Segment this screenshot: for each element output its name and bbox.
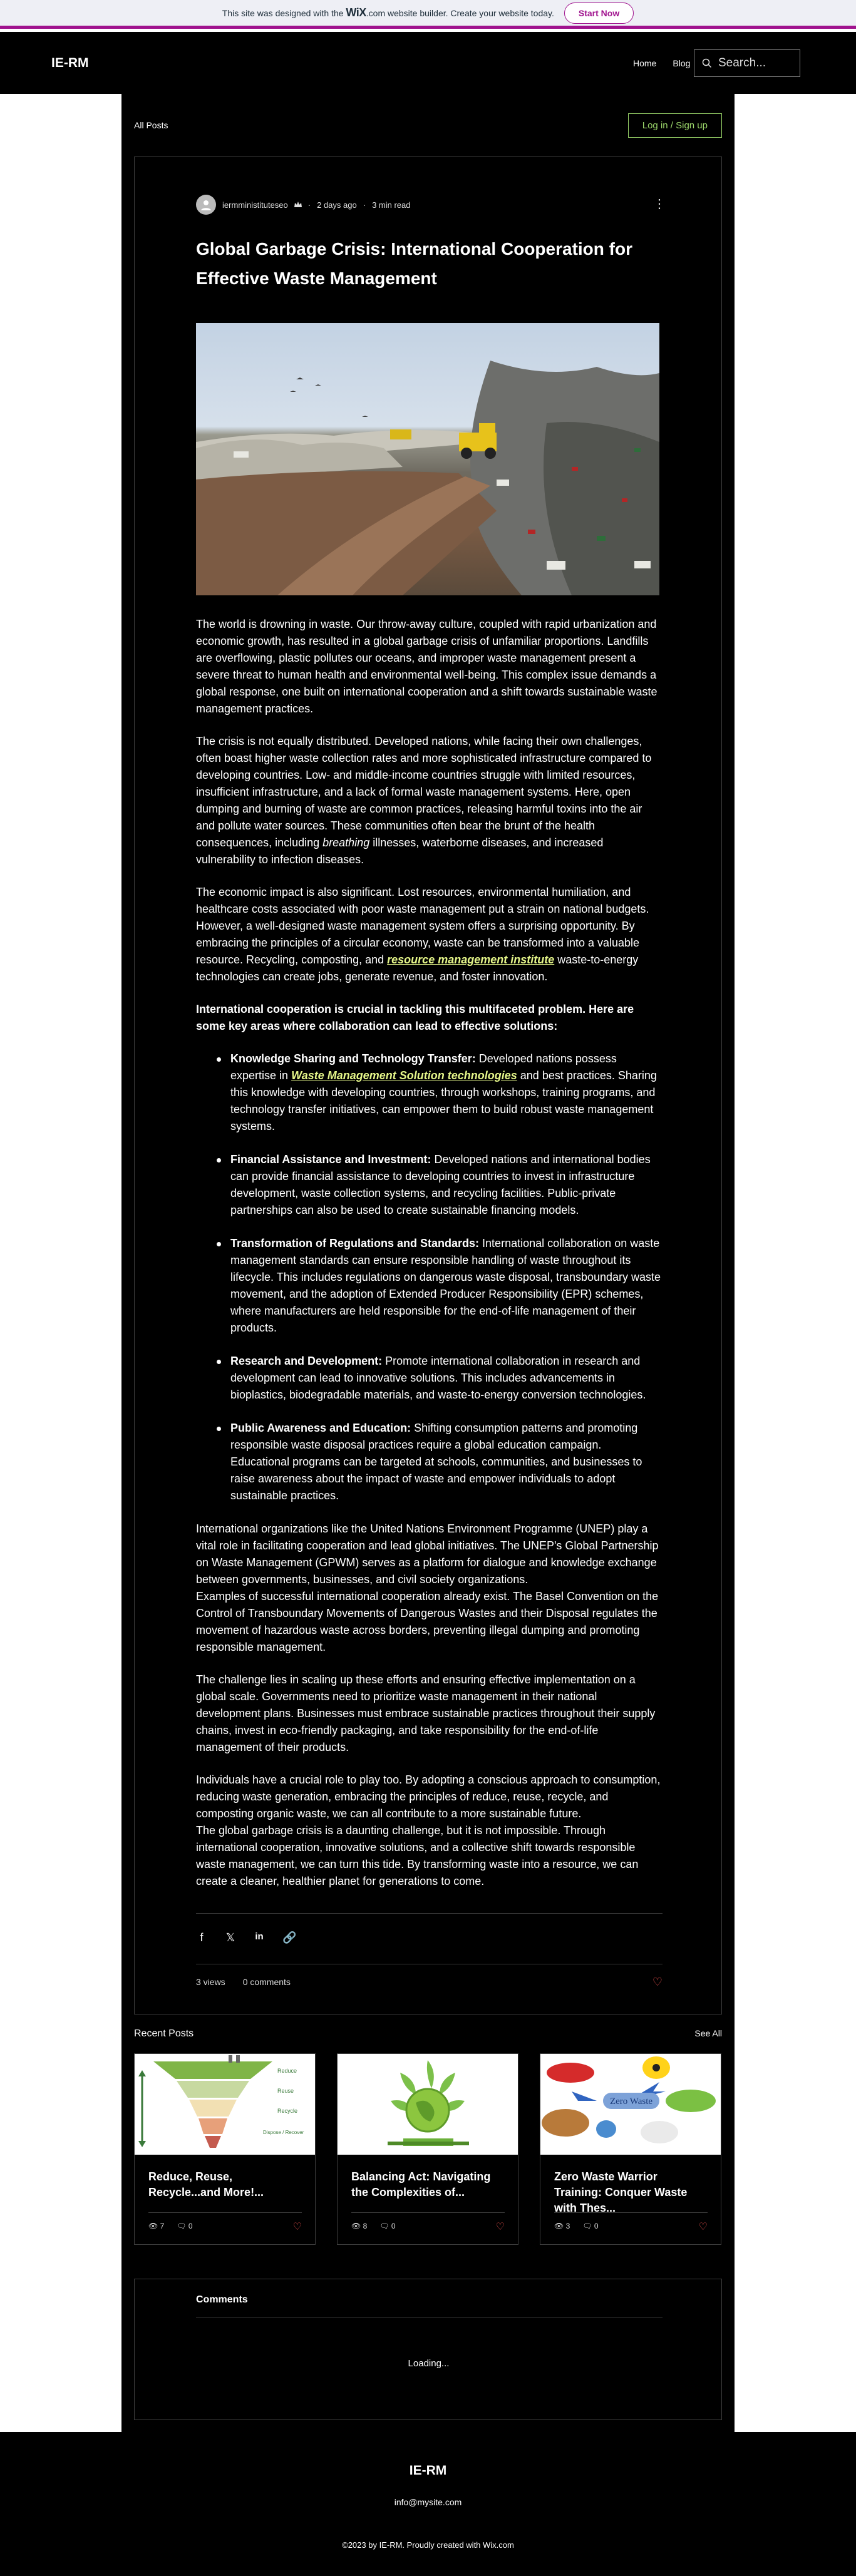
post-date: 2 days ago xyxy=(317,200,357,210)
paragraph: The world is drowning in waste. Our throw-away culture, coupled with rapid urbanization and economic growth, has resulted in a global garbage crisis of unfamiliar proportions. Landfills are overflowing, plastic pollutes our oceans, and improper waste management present a severe threat to human health and environmental well-being. This complex issue demands a global response, one built on international cooperation and a shift towards sustainable waste management practices. xyxy=(196,618,657,715)
hierarchy-label: Reduce xyxy=(277,2068,297,2074)
eco-globe-image xyxy=(338,2054,518,2155)
landfill-image xyxy=(196,323,659,595)
views-icon: 👁 3 xyxy=(554,2222,570,2230)
solutions-list xyxy=(196,1050,663,1504)
paragraph: Individuals have a crucial role to play too. By adopting a conscious approach to consumption, reducing waste generation, embracing the principles of reduce, reuse, recycle, and composting organic waste, we can all contribute to a more sustainable future. The global garbage crisis is a daunting challenge, but it is not impossible. Through international cooperation, innovative solutions, and a collective shift towards responsible waste management, we can turn this tide. By transforming waste into a resource, we can create a cleaner, healthier planet for generations to come. xyxy=(196,1773,661,1887)
share-bar xyxy=(196,1913,663,1988)
recent-post-title[interactable]: Balancing Act: Navigating the Complexities of... xyxy=(351,2170,491,2199)
list-item: Research and Development: Promote international collaboration in research and development can lead to innovative solutions. This includes advancements in bioplastics, biodegradable materials, and waste-to-energy conversion technologies. xyxy=(230,1353,663,1403)
like-heart-icon[interactable]: ♡ xyxy=(292,2222,302,2232)
views-icon: 👁 8 xyxy=(351,2222,368,2230)
nav-blog[interactable]: Blog xyxy=(673,58,691,68)
zero-waste-image xyxy=(540,2054,721,2155)
login-button[interactable]: Log in / Sign up xyxy=(628,113,722,138)
landfill-illustration xyxy=(196,323,659,595)
search-icon xyxy=(702,58,712,68)
comments-icon: 🗨 0 xyxy=(582,2222,599,2230)
post-title: Global Garbage Crisis: International Cooperation for Effective Waste Management xyxy=(196,239,632,288)
search-box[interactable] xyxy=(694,49,800,77)
recent-post-title[interactable]: Zero Waste Warrior Training: Conquer Waste with Thes... xyxy=(554,2170,688,2214)
recent-posts xyxy=(134,2028,722,2232)
post-card xyxy=(134,157,722,2014)
see-all-link[interactable]: See All xyxy=(694,2028,722,2038)
wix-logo: WiX xyxy=(346,6,366,19)
link-icon[interactable]: 🔗 xyxy=(282,1931,297,1944)
paragraph: The crisis is not equally distributed. Developed nations, while facing their own challenges, often boast higher waste collection rates and more sophisticated infrastructure compared to developing countries. Low- and middle-income countries struggle with limited resources, insufficient infrastructure, and a lack of formal waste management systems. Here, open dumping and burning of waste are common practices, releasing harmful toxins into the air and pollute water sources. These communities often bear the brunt of the health consequences, including breathing illnesses, waterborne diseases, and increased vulnerability to infection diseases. xyxy=(196,735,652,866)
wix-banner-text: This site was designed with the WiX.com website builder. Create your website today. xyxy=(222,6,554,19)
search-input[interactable]: Search... xyxy=(718,56,766,69)
recent-post-stats xyxy=(351,2212,505,2230)
comments-loading: Loading... xyxy=(408,2358,450,2369)
paragraph: International organizations like the United Nations Environment Programme (UNEP) play a vital role in facilitating cooperation and lead global initiatives. The UNEP's Global Partnership on Waste Management (GPWM) serves as a platform for dialogue and knowledge exchange between governments, businesses, and civil society organizations. Examples of successful international cooperation already exist. The Basel Convention on the Control of Transboundary Movements of Dangerous Wastes and their Disposal regulates the movement of hazardous waste across borders, preventing illegal dumping and promoting responsible management. xyxy=(196,1522,659,1653)
footer-logo: IE-RM xyxy=(409,2463,447,2478)
footer-email[interactable]: info@mysite.com xyxy=(394,2497,462,2507)
waste-management-solution-link[interactable]: Waste Management Solution technologies xyxy=(291,1069,517,1082)
recent-post-title[interactable]: Reduce, Reuse, Recycle...and More!... xyxy=(148,2170,264,2199)
comments-icon: 🗨 0 xyxy=(177,2222,193,2230)
recent-post-card[interactable] xyxy=(134,2053,316,2245)
author-name[interactable]: iermministituteseo xyxy=(222,200,288,210)
footer-copyright: ©2023 by IE-RM. Proudly created with Wix.com xyxy=(342,2540,514,2550)
comments-icon: 🗨 0 xyxy=(379,2222,396,2230)
zero-waste-label: Zero Waste xyxy=(609,2096,653,2106)
comments-section xyxy=(134,2279,722,2420)
list-item: Financial Assistance and Investment: Developed nations and international bodies can provide financial assistance to developing countries to invest in infrastructure development, waste collection systems, and recycling facilities. Public-private partnerships can also be used to create sustainable financing models. xyxy=(230,1151,663,1219)
recent-post-stats xyxy=(148,2212,302,2230)
nav-home[interactable]: Home xyxy=(633,58,657,68)
comments-count[interactable]: 0 comments xyxy=(242,1977,291,1987)
resource-management-link[interactable]: resource management institute xyxy=(387,953,555,966)
avatar[interactable] xyxy=(196,195,216,215)
wix-banner xyxy=(0,0,856,29)
recent-post-card[interactable] xyxy=(540,2053,721,2245)
read-time: 3 min read xyxy=(372,200,411,210)
views-icon: 👁 7 xyxy=(148,2222,165,2230)
list-item: Knowledge Sharing and Technology Transfer: Developed nations possess expertise in Waste Management Solution technologies and best practices. Sharing this knowledge with developing countries, through workshops, training programs, and technology transfer initiatives, can empower them to build robust waste management systems. xyxy=(230,1050,663,1135)
linkedin-icon[interactable]: in xyxy=(255,1931,264,1942)
all-posts-link[interactable]: All Posts xyxy=(134,120,168,130)
post-meta: iermministituteseo · 2 days ago · 3 min read xyxy=(196,195,410,215)
user-icon xyxy=(200,198,212,211)
recent-post-stats xyxy=(554,2212,708,2230)
like-heart-icon[interactable]: ♡ xyxy=(652,1976,663,1988)
post-body xyxy=(196,616,663,1906)
blog-topbar xyxy=(134,113,722,138)
main-nav xyxy=(633,58,690,68)
hierarchy-label: Dispose / Recover xyxy=(263,2130,304,2135)
recent-posts-header xyxy=(134,2028,722,2040)
start-now-button[interactable]: Start Now xyxy=(564,3,634,24)
list-item: Transformation of Regulations and Standards: International collaboration on waste management standards can ensure responsible handling of waste throughout its lifecycle. This includes regulations on dangerous waste disposal, transboundary waste movement, and the adoption of Extended Producer Responsibility (EPR) schemes, where manufacturers are held responsible for the end-of-life management of their products. xyxy=(230,1235,663,1337)
views-count: 3 views xyxy=(196,1977,225,1987)
hierarchy-label: Reuse xyxy=(277,2088,294,2094)
share-icons xyxy=(196,1931,297,1944)
site-logo[interactable]: IE-RM xyxy=(51,55,89,70)
facebook-icon[interactable]: f xyxy=(200,1931,204,1944)
recent-posts-list xyxy=(134,2053,721,2245)
like-heart-icon[interactable]: ♡ xyxy=(495,2222,505,2232)
list-item: Public Awareness and Education: Shifting consumption patterns and promoting responsible waste disposal practices require a global education campaign. Educational programs can be targeted at schools, communities, and businesses to raise awareness about the impact of waste and empower individuals to adopt sustainable practices. xyxy=(230,1420,663,1504)
waste-hierarchy-image xyxy=(135,2054,315,2155)
site-header xyxy=(0,32,856,94)
x-icon[interactable]: 𝕏 xyxy=(225,1931,235,1944)
recent-posts-title: Recent Posts xyxy=(134,2028,194,2039)
paragraph: The challenge lies in scaling up these efforts and ensuring effective implementation on a global scale. Governments need to prioritize waste management in their national development plans. Businesses must embrace sustainable practices throughout their supply chains, invest in eco-friendly packaging, and take responsibility for the end-of-life management of their products. xyxy=(196,1673,656,1753)
more-options-icon[interactable]: ⋮ xyxy=(653,197,664,211)
site-footer xyxy=(0,2432,856,2576)
crown-icon xyxy=(294,202,302,208)
like-heart-icon[interactable]: ♡ xyxy=(698,2222,708,2232)
post-stats xyxy=(196,1964,663,1987)
recent-post-card[interactable] xyxy=(337,2053,518,2245)
comments-title: Comments xyxy=(196,2294,248,2305)
hierarchy-label: Recycle xyxy=(277,2108,298,2114)
paragraph: International cooperation is crucial in tackling this multifaceted problem. Here are some key areas where collaboration can lead to effective solutions: xyxy=(196,1003,634,1032)
blog-container xyxy=(121,94,735,2432)
paragraph: The economic impact is also significant. Lost resources, environmental humiliation, and healthcare costs associated with poor waste management put a strain on national budgets. However, a well-designed waste management system offers a surprising opportunity. By embracing the principles of a circular economy, waste can be transformed into a valuable resource. Recycling, composting, and resource management institute waste-to-energy technologies can create jobs, generate revenue, and foster innovation. xyxy=(196,886,649,983)
